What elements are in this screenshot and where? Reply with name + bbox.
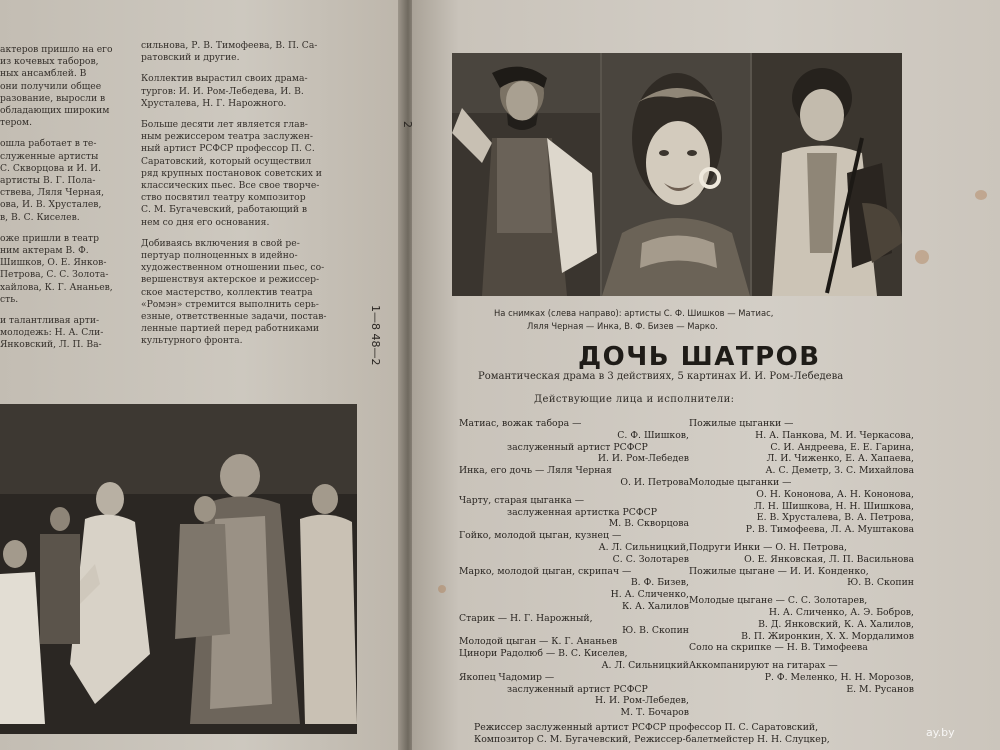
text-line: пертуар полноценных в идейно- (141, 250, 298, 262)
text-line: С. М. Бугачевский, работающий в (141, 204, 308, 216)
cast-line: А. Л. Сильницкий, (598, 541, 689, 553)
cast-line: Подруги Инки — О. Н. Петрова, (689, 541, 847, 553)
text-line: ным режиссером театра заслужен- (141, 131, 313, 143)
cast-line: В. П. Жиронкин, Х. Х. Мордалимов (741, 630, 914, 642)
paper-stain (438, 585, 446, 593)
text-line: С. Скворцова и И. И. (0, 162, 102, 174)
play-title: ДОЧЬ ШАТРОВ (578, 342, 821, 372)
cast-line: С. И. Андреева, Е. Е. Гарина, (770, 441, 914, 453)
production-credits (474, 722, 830, 746)
cast-line: Молодой цыган — К. Г. Ананьев (459, 636, 618, 648)
portrait-chernaya-photo (602, 53, 750, 296)
text-line: Больше десяти лет является глав- (141, 119, 308, 131)
cast-line: В. Ф. Бизев, (630, 577, 689, 589)
cast-list-left (459, 418, 689, 719)
text-line: ратовский и другие. (141, 52, 240, 64)
text-line: артисты В. Г. Пола- (0, 175, 96, 187)
cast-line: Старик — Н. Г. Нарожный, (459, 612, 593, 624)
text-line: актеров пришло на его (0, 44, 113, 55)
cast-line: Инка, его дочь — Ляля Черная (459, 465, 612, 477)
paper-stain (915, 250, 929, 264)
cast-line: А. С. Деметр, З. С. Михайлова (765, 465, 914, 477)
paragraph-gap (0, 224, 128, 233)
cast-header: Действующие лица и исполнители: (534, 394, 735, 405)
cast-line: Н. А. Сличенко, А. Э. Бобров, (768, 606, 914, 618)
text-line: ошла работает в те- (0, 138, 97, 150)
text-line: ствева, Ляля Черная, (0, 187, 105, 199)
cast-line: В. Д. Янковский, К. А. Халилов, (758, 618, 914, 630)
text-line: езные, ответственные задачи, постав- (141, 311, 327, 323)
cast-line: Якопец Чадомир — (459, 671, 555, 683)
watermark: ay.by (926, 726, 955, 739)
cast-line: О. Е. Янковская, Л. П. Васильнова (744, 553, 914, 565)
left-page (0, 0, 405, 750)
cast-line: Е. М. Русанов (846, 683, 914, 695)
photo-caption-line-2: Ляля Черная — Инка, В. Ф. Бизев — Марко. (527, 321, 718, 331)
cast-line: Ю. В. Скопин (622, 624, 689, 636)
text-line: Саратовский, который осуществил (141, 155, 312, 167)
text-line: классических пьес. Все свое творче- (141, 180, 320, 192)
margin-print-number: 1—8 48—2 (369, 305, 382, 366)
text-line: нем со дня его основания. (141, 216, 270, 228)
stage-scene-photo (0, 404, 357, 734)
text-line: обладающих широким (0, 105, 110, 117)
text-line: вершенствуя актерское и режиссер- (141, 274, 320, 286)
cast-line: С. Ф. Шишков, (617, 429, 689, 441)
text-line: разование, выросли в (0, 92, 106, 104)
text-line: тером. (0, 117, 32, 129)
text-line: Петрова, С. С. Золота- (0, 269, 109, 281)
cast-line: А. Л. Сильницкий (601, 659, 689, 671)
cast-line: Чарту, старая цыганка — (459, 494, 585, 506)
cast-line: М. Т. Бочаров (620, 707, 689, 719)
text-line: ный артист РСФСР профессор П. С. (141, 143, 315, 155)
text-line: «Ромэн» стремится выполнить серь- (141, 298, 319, 310)
cast-line: заслуженный артист РСФСР (507, 683, 648, 695)
cast-line: О. И. Петрова (620, 476, 689, 488)
cast-line: заслуженный артист РСФСР (507, 441, 648, 453)
credits-line-1: Режиссер заслуженный артист РСФСР профессор П. С. Саратовский, (474, 722, 819, 733)
text-line: ское мастерство, коллектив театра (141, 286, 313, 298)
portrait-shishkov-photo (452, 53, 600, 296)
left-text-column-2 (141, 40, 371, 348)
text-line: культурного фронта. (141, 335, 243, 347)
cast-line: С. С. Золотарев (612, 553, 689, 565)
cast-line: Аккомпанируют на гитарах — (689, 660, 838, 672)
text-line: Добиваясь включения в свой ре- (141, 237, 300, 249)
text-line: ленные партией перед работниками (141, 323, 320, 335)
cast-line: Н. И. Ром-Лебедев, (594, 695, 689, 707)
paragraph-gap (141, 229, 371, 238)
paragraph-gap (141, 64, 371, 73)
cast-line: Е. В. Хрусталева, В. А. Петрова, (756, 512, 914, 524)
credits-line-2: Композитор С. М. Бугачевский, Режиссер-балетмейстер Н. Н. Слуцкер, (474, 734, 830, 745)
text-line: и талантливая арти- (0, 315, 100, 327)
cast-line: Н. А. Панкова, М. И. Черкасова, (755, 429, 914, 441)
text-line: ство посвятил театру композитор (141, 192, 306, 204)
text-line: сть. (0, 293, 19, 305)
text-line: ряд крупных постановок советских и (141, 167, 322, 179)
paragraph-gap (0, 306, 128, 315)
cast-line: Р. В. Тимофеева, Л. А. Муштакова (745, 524, 914, 536)
cast-line: М. В. Скворцова (608, 518, 689, 530)
cast-line: О. Н. Кононова, А. Н. Кононова, (756, 488, 914, 500)
cast-line: Л. Н. Шишкова, Н. Н. Шишкова, (754, 500, 914, 512)
cast-line: И. И. Ром-Лебедев (597, 453, 689, 465)
text-line: оже пришли в театр (0, 232, 99, 244)
portrait-bizev-photo (752, 53, 902, 296)
text-line: Янковский, Л. П. Ва- (0, 339, 102, 351)
paper-stain (975, 190, 987, 200)
cast-line: Молодые цыгане — С. С. Золотарев, (689, 595, 868, 607)
text-line: Шишков, О. Е. Янков- (0, 257, 107, 269)
text-line: ова, И. В. Хрусталев, (0, 199, 102, 211)
cast-line: Соло на скрипке — Н. В. Тимофеева (689, 642, 868, 654)
text-line: художественном отношении пьес, со- (141, 262, 325, 274)
cast-line: Пожилые цыганки — (689, 418, 794, 429)
text-line: сильнова, Р. В. Тимофеева, В. П. Са- (141, 40, 318, 51)
text-line: Коллектив вырастил своих драма- (141, 73, 308, 85)
margin-page-mark: 2 (401, 121, 414, 128)
text-line: служенные артисты (0, 150, 99, 162)
text-line: хайлова, К. Г. Ананьев, (0, 281, 113, 293)
text-line: молодежь: Н. А. Сли- (0, 327, 104, 339)
text-line: ных ансамблей. В (0, 68, 87, 80)
cast-line: Н. А. Сличенко, (610, 589, 689, 601)
cast-line: Цинори Радолюб — В. С. Киселев, (459, 648, 628, 660)
cast-line: Матиас, вожак табора — (459, 418, 582, 429)
paragraph-gap (141, 110, 371, 119)
cast-line: Молодые цыганки — (689, 476, 792, 488)
text-line: в, В. С. Киселев. (0, 211, 80, 223)
cast-list-right (689, 418, 914, 696)
photo-caption-line-1: На снимках (слева направо): артисты С. Ф. Шишков — Матиас, (494, 308, 774, 318)
play-subtitle: Романтическая драма в 3 действиях, 5 картинах И. И. Ром-Лебедева (478, 371, 844, 382)
text-line: из кочевых таборов, (0, 56, 99, 68)
text-line: они получили общее (0, 80, 102, 92)
cast-line: Л. И. Чиженко, Е. А. Хапаева, (766, 453, 914, 465)
cast-line: К. А. Халилов (621, 600, 689, 612)
cast-line: Марко, молодой цыган, скрипач — (459, 565, 632, 577)
cast-line: Пожилые цыгане — И. И. Конденко, (689, 565, 869, 577)
portrait-photo-strip (452, 53, 902, 296)
paragraph-gap (0, 129, 128, 138)
cast-line: заслуженная артистка РСФСР (507, 506, 657, 518)
text-line: тургов: И. И. Ром-Лебедева, И. В. (141, 85, 304, 97)
text-line: ним актерам В. Ф. (0, 245, 89, 257)
cast-line: Гойко, молодой цыган, кузнец — (459, 530, 622, 542)
cast-line: Ю. В. Скопин (847, 577, 914, 589)
text-line: Хрусталева, Н. Г. Нарожного. (141, 97, 287, 109)
left-text-column-1 (0, 44, 128, 352)
cast-line: Р. Ф. Меленко, Н. Н. Морозов, (764, 671, 914, 683)
